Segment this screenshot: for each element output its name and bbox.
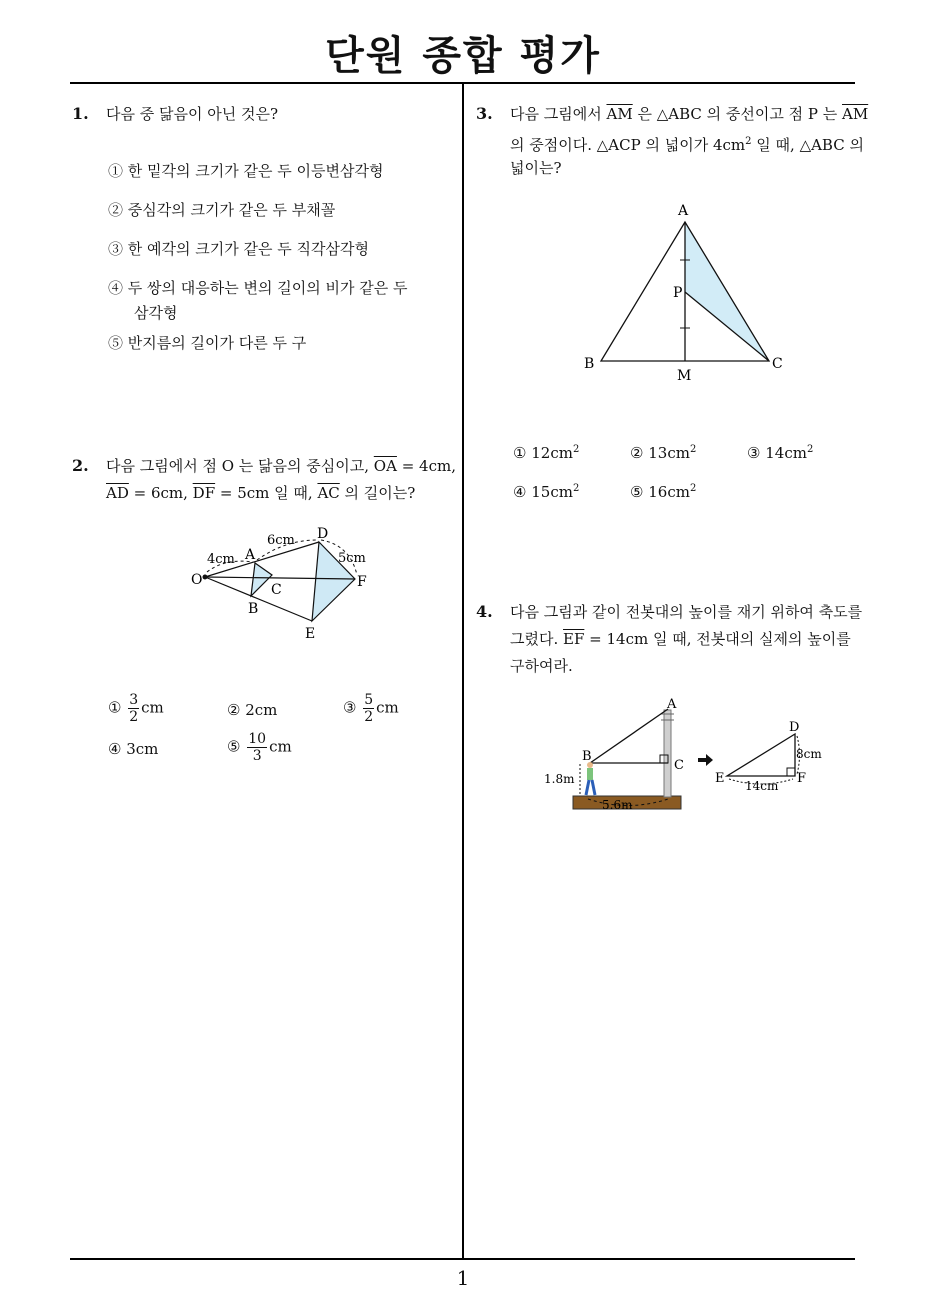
label-b: B	[584, 356, 595, 372]
triangle-def	[727, 734, 795, 776]
q4-t2a: 그렸다.	[510, 630, 564, 648]
person-leg-2	[592, 780, 595, 795]
q1-text: 다음 중 닮음이 아닌 것은?	[106, 105, 279, 123]
q3-figure	[575, 198, 795, 388]
q2-option-1[interactable]	[108, 692, 164, 725]
q3-option-2[interactable]	[630, 437, 696, 466]
utility-pole	[664, 710, 671, 797]
q2-text-line1	[106, 453, 456, 480]
segment-ad: $\overline{AD}$	[106, 484, 129, 502]
q2-text-a: 다음 그림에서 점 O 는 닮음의 중심이고,	[106, 457, 374, 475]
person-body	[587, 768, 593, 780]
label-f: F	[797, 771, 807, 786]
q1-number: 1.	[72, 104, 89, 123]
q4-figure	[540, 694, 830, 819]
label-len-ad: 6cm	[267, 533, 295, 548]
label-len-ef: 14cm	[745, 779, 779, 793]
q3-t2b: 일 때, △ABC 의	[751, 136, 864, 154]
q2-o3-den: 2	[364, 709, 374, 725]
q3-option-5[interactable]	[630, 476, 696, 505]
label-c: C	[674, 758, 684, 773]
line-ba	[590, 709, 668, 763]
q3-o5-mark: ⑤	[630, 483, 644, 501]
q2-o1-num: 3	[129, 692, 139, 708]
q2-o1-unit: cm	[141, 698, 164, 717]
q2-text-b: = 4cm,	[396, 457, 456, 475]
label-len-df: 5cm	[338, 551, 366, 566]
q2-o3-mark: ③	[343, 698, 357, 717]
segment-am: $\overline{AM}$	[606, 105, 633, 123]
label-a: A	[678, 203, 689, 219]
q3-o3-sup: 2	[806, 444, 814, 455]
q1-option-4[interactable]: ④ 두 쌍의 대응하는 변의 길이의 비가 같은 두	[108, 279, 408, 297]
label-ground-length: 5.6m	[602, 798, 633, 812]
q3-t1b: 은 △ABC 의 중선이고 점 P 는	[632, 105, 842, 123]
segment-am-2: $\overline{AM}$	[842, 105, 869, 123]
q2-text-e: 의 길이는?	[339, 484, 416, 502]
q3-option-4[interactable]	[513, 476, 579, 505]
arrow-right-icon	[698, 754, 713, 766]
label-e: E	[715, 771, 725, 786]
q2-o3-num: 5	[364, 692, 374, 708]
right-angle-f	[787, 768, 795, 776]
label-d: D	[317, 526, 329, 542]
q3-o1-sup: 2	[572, 444, 580, 455]
q2-option-4[interactable]: ④ 3cm	[108, 740, 159, 758]
page-number: 1	[456, 1266, 470, 1290]
column-divider	[462, 82, 464, 1258]
q2-o5-mark: ⑤	[227, 737, 241, 756]
q3-text-line1	[510, 101, 868, 128]
segment-oa: $\overline{OA}$	[373, 457, 397, 475]
label-a: A	[245, 547, 256, 563]
q3-o2-sup: 2	[689, 444, 697, 455]
label-f: F	[357, 574, 367, 590]
q3-o4-value: 15cm	[531, 483, 573, 501]
fraction-3-2	[128, 692, 139, 725]
label-c: C	[271, 582, 282, 598]
q1-option-2[interactable]: ② 중심각의 크기가 같은 두 부채꼴	[108, 201, 336, 219]
q2-text-line2	[106, 480, 415, 507]
page-title: 단원 종합 평가	[325, 33, 601, 79]
q2-option-3[interactable]	[343, 692, 399, 725]
q2-o3-unit: cm	[376, 698, 399, 717]
point-o	[203, 575, 208, 580]
label-b: B	[582, 749, 592, 764]
q3-o5-sup: 2	[689, 483, 697, 494]
label-person-height: 1.8m	[544, 772, 575, 786]
label-b: B	[248, 601, 259, 617]
q2-o5-den: 3	[252, 748, 262, 764]
q3-option-1[interactable]	[513, 437, 579, 466]
q2-text-c: = 6cm,	[128, 484, 193, 502]
q3-o3-value: 14cm	[765, 444, 807, 462]
q4-text-line3: 구하여라.	[510, 657, 573, 675]
label-m: M	[677, 368, 692, 384]
label-o: O	[191, 572, 203, 588]
label-e: E	[305, 626, 316, 642]
label-p: P	[673, 285, 683, 301]
fraction-10-3	[247, 731, 267, 764]
q3-o5-value: 16cm	[648, 483, 690, 501]
q3-o2-mark: ②	[630, 444, 644, 462]
q2-o5-num: 10	[248, 731, 267, 747]
q3-o4-sup: 2	[572, 483, 580, 494]
q1-option-4-cont: 삼각형	[134, 304, 178, 322]
q2-number: 2.	[72, 456, 89, 475]
label-len-oa: 4cm	[207, 552, 235, 567]
segment-ef: $\overline{EF}$	[563, 630, 585, 648]
q4-text-line2	[510, 626, 851, 653]
q3-t1a: 다음 그림에서	[510, 105, 607, 123]
q2-figure	[185, 520, 385, 645]
segment-ac: $\overline{AC}$	[317, 484, 340, 502]
label-c: C	[772, 356, 783, 372]
label-d: D	[789, 720, 800, 735]
q3-o2-value: 13cm	[648, 444, 690, 462]
q1-option-1[interactable]: ① 한 밑각의 크기가 같은 두 이등변삼각형	[108, 162, 384, 180]
q2-o5-unit: cm	[269, 737, 292, 756]
q1-option-3[interactable]: ③ 한 예각의 크기가 같은 두 직각삼각형	[108, 240, 369, 258]
q2-o1-mark: ①	[108, 698, 122, 717]
q3-o1-value: 12cm	[531, 444, 573, 462]
person-leg-1	[586, 780, 589, 795]
q2-text-d: = 5cm 일 때,	[215, 484, 318, 502]
q3-option-3[interactable]	[747, 437, 813, 466]
bottom-rule	[70, 1258, 855, 1260]
q3-number: 3.	[476, 104, 493, 123]
q2-option-5[interactable]	[227, 731, 292, 764]
label-a: A	[667, 697, 677, 712]
q4-t2b: = 14cm 일 때, 전봇대의 실제의 높이를	[584, 630, 851, 648]
q4-number: 4.	[476, 602, 493, 621]
q2-option-2[interactable]: ② 2cm	[227, 701, 278, 719]
small-triangle-abc	[251, 563, 272, 596]
q1-option-5[interactable]: ⑤ 반지름의 길이가 다른 두 구	[108, 334, 307, 352]
q3-sup: 2	[745, 136, 752, 147]
label-len-df: 8cm	[796, 747, 822, 761]
q3-o4-mark: ④	[513, 483, 527, 501]
q3-o3-mark: ③	[747, 444, 761, 462]
segment-df: $\overline{DF}$	[192, 484, 216, 502]
q4-text-line1: 다음 그림과 같이 전봇대의 높이를 재기 위하여 축도를	[510, 603, 863, 621]
q3-text-line3: 넓이는?	[510, 159, 562, 177]
q2-o1-den: 2	[129, 709, 139, 725]
fraction-5-2	[363, 692, 374, 725]
q3-t2: 의 중점이다. △ACP 의 넓이가 4cm	[510, 136, 746, 154]
q3-o1-mark: ①	[513, 444, 527, 462]
q3-text-line2	[510, 128, 864, 159]
